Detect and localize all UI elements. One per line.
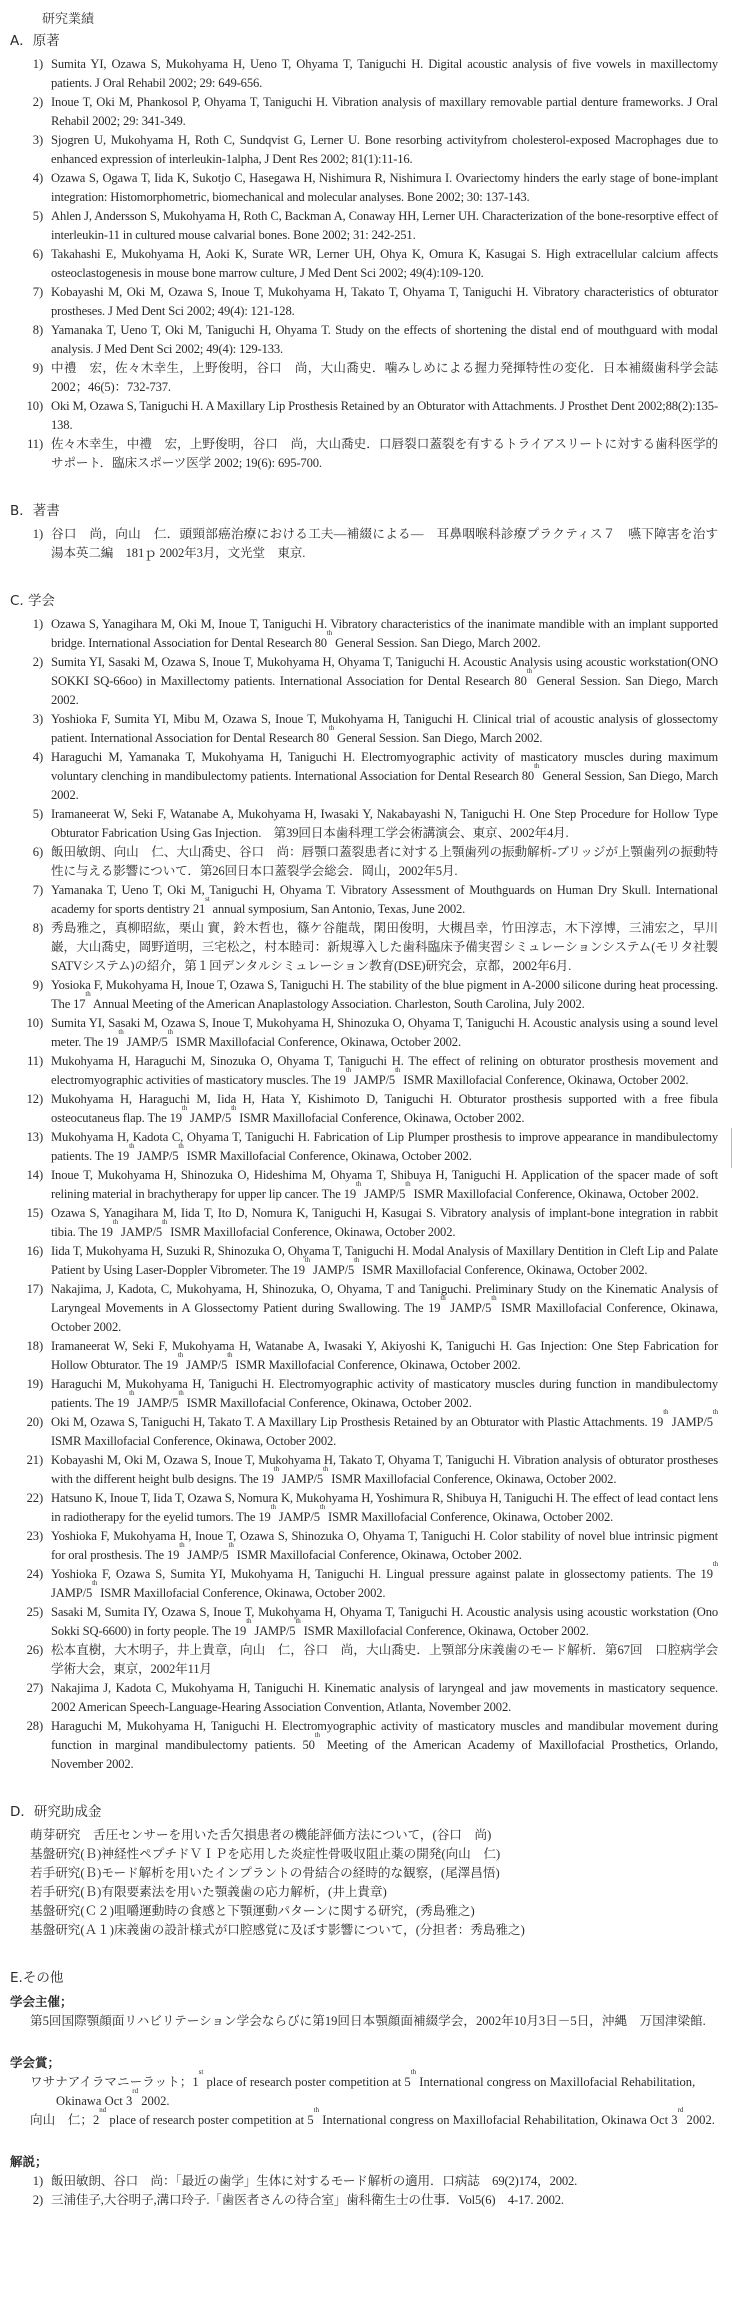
reference-list xyxy=(14,525,731,563)
reference-item xyxy=(14,397,718,435)
reference-text: Yoshioka F, Mukohyama H, Inoue T, Ozawa S, Shinozuka O, Ohyama T, Taniguchi H. Color stability of novel blue intrinsic pigment for oral prosthesis. The 19th JAMP/5th ISMR Maxillofacial Conference, Okinawa, October 2002. xyxy=(51,1529,718,1562)
reference-item xyxy=(14,435,718,473)
reference-number: 2) xyxy=(32,2193,43,2207)
reference-item xyxy=(14,1242,718,1280)
reference-number: 26) xyxy=(26,1643,43,1657)
reference-text: 三浦佳子,大谷明子,溝口玲子.「歯医者さんの待合室」歯科衛生士の仕事．Vol5(6) 4-17. 2002. xyxy=(51,2193,564,2207)
reference-item xyxy=(14,1603,718,1641)
reference-text: 谷口 尚，向山 仁．頭頸部癌治療における工夫―補綴による― 耳鼻咽喉科診療プラクティス７ 嚥下障害を治す 湯本英二編 181ｐ 2002年3月，文光堂 東京. xyxy=(51,527,731,560)
ordinal-superscript: th xyxy=(129,1389,135,1397)
ordinal-superscript: th xyxy=(246,1617,252,1625)
section-heading: B．著書 xyxy=(10,503,60,519)
reference-number: 1) xyxy=(32,617,43,631)
section-heading: E.その他 xyxy=(10,1970,64,1986)
section-books xyxy=(10,499,731,563)
reference-number: 23) xyxy=(26,1529,43,1543)
reference-text: Mukohyama H, Haraguchi M, Iida H, Hata Y, Kishimoto D, Taniguchi H. Obturator prosthesis supported with a free fibula osteocutaneus flap. The 19th JAMP/5th ISMR Maxillofacial Conference, Okinawa, October 2002. xyxy=(51,1092,718,1125)
reference-item xyxy=(14,1717,718,1774)
ordinal-superscript: th xyxy=(534,762,540,770)
reference-number: 2) xyxy=(32,655,43,669)
ordinal-superscript: th xyxy=(112,1218,118,1226)
section-research-grants xyxy=(10,1800,718,1940)
reference-item xyxy=(14,321,718,359)
reference-item xyxy=(14,1408,719,1451)
reference-number: 18) xyxy=(26,1339,43,1353)
section-original-papers xyxy=(10,29,718,473)
hosting-label: 学会主催； xyxy=(10,1994,73,2009)
ordinal-superscript: th xyxy=(227,1351,233,1359)
award-item: 向山 仁；2nd place of research poster competition at 5th International congress on Maxillofacial Rehabilitation, Okinawa Oct 3rd 2002. xyxy=(30,2106,715,2127)
reference-number: 24) xyxy=(26,1567,43,1581)
reference-text: Inoue T, Oki M, Phankosol P, Ohyama T, Taniguchi H. Vibration analysis of maxillary removable partial denture frameworks. J Oral Rehabil 2002; 29: 341-349. xyxy=(51,95,718,128)
ordinal-superscript: st xyxy=(198,2068,204,2076)
section-heading: D．研究助成金 xyxy=(10,1804,102,1820)
reference-number: 7) xyxy=(32,883,43,897)
reference-text: Yoshioka F, Sumita YI, Mibu M, Ozawa S, Inoue T, Mukohyama H, Taniguchi H. Clinical trial of acoustic analysis of glossectomy patient. International Association for Dental Research 80th General Session. San Diego, March 2002. xyxy=(51,712,718,745)
reference-text: Iida T, Mukohyama H, Suzuki R, Shinozuka O, Ohyama T, Taniguchi H. Modal Analysis of Maxillary Dentition in Cleft Lip and Palate Patient by Using Laser-Doppler Vibrometer. The 19th JAMP/5th ISMR Maxillofacial Conference, Okinawa, October 2002. xyxy=(51,1244,718,1277)
ordinal-superscript: th xyxy=(273,1465,279,1473)
reference-list xyxy=(14,55,718,473)
reference-item xyxy=(14,207,718,245)
section-heading: C. 学会 xyxy=(10,593,56,609)
reference-text: Sasaki M, Sumita IY, Ozawa S, Inoue T, Mukohyama H, Ohyama T, Taniguchi H. Acoustic analysis using acoustic workstation (Ono Sokki SQ-6600) in forty people. The 19th JAMP/5th ISMR Maxillofacial Conference, Okinawa, October 2002. xyxy=(51,1605,718,1638)
reference-number: 21) xyxy=(26,1453,43,1467)
ordinal-superscript: th xyxy=(228,1541,234,1549)
reference-number: 15) xyxy=(26,1206,43,1220)
reference-text: Yosioka F, Mukohyama H, Inoue T, Ozawa S, Taniguchi H. The stability of the blue pigment in A-2000 silicone during heat processing. The 17th Annual Meeting of the American Anaplastology Association. Charleston, South Carolina, July 2002. xyxy=(51,978,718,1011)
reference-text: Sumita YI, Sasaki M, Ozawa S, Inoue T, Mukohyama H, Ohyama T, Taniguchi H. Acoustic Analysis using acoustic workstation(ONO SOKKI SQ-66oo) in Maxillectomy patients. International Association for Dental Research 80th General Session. San Diego, March 2002. xyxy=(51,655,718,707)
reference-item xyxy=(14,2172,718,2191)
commentary-list xyxy=(14,2172,718,2210)
ordinal-superscript: rd xyxy=(677,2106,684,2114)
reference-number: 10) xyxy=(26,1016,43,1030)
reference-text: Yoshioka F, Ozawa S, Sumita YI, Mukohyama H, Taniguchi H. Lingual pressure against palate in glossectomy patients. The 19th JAMP/5th ISMR Maxillofacial Conference, Okinawa, October 2002. xyxy=(51,1560,718,1600)
reference-text: Haraguchi M, Yamanaka T, Mukohyama H, Taniguchi H. Electromyographic activity of masticatory muscles during maximum voluntary clenching in mandibulectomy patients. International Association for Dental Research 80th General Session, San Diego, March 2002. xyxy=(51,750,718,802)
reference-text: Kobayashi M, Oki M, Ozawa S, Inoue T, Mukohyama H, Takato T, Ohyama T, Taniguchi H. Vibration analysis of obturator prostheses with the different height bulb designs. The 19th JAMP/5th ISMR Maxillofacial Conference, Okinawa, October 2002. xyxy=(51,1453,718,1486)
reference-item xyxy=(14,169,718,207)
reference-item xyxy=(14,1527,718,1565)
ordinal-superscript: th xyxy=(328,724,335,732)
ordinal-superscript: th xyxy=(162,1218,168,1226)
ordinal-superscript: rd xyxy=(132,2087,139,2095)
reference-item xyxy=(14,245,718,283)
reference-item xyxy=(14,1489,718,1527)
reference-number: 6) xyxy=(32,247,43,261)
grant-item: 若手研究(Ｂ)モード解析を用いたインプラントの骨結合の経時的な観察，(尾澤昌悟) xyxy=(30,1866,500,1880)
reference-text: Kobayashi M, Oki M, Ozawa S, Inoue T, Mukohyama H, Takato T, Ohyama T, Taniguchi H. Vibratory characteristics of obturator prostheses. J Med Dent Sci 2002; 49(4): 121-128. xyxy=(51,285,718,318)
ordinal-superscript: th xyxy=(129,1142,135,1150)
reference-item xyxy=(14,359,718,397)
ordinal-superscript: th xyxy=(410,2068,417,2076)
reference-text: Oki M, Ozawa S, Taniguchi H, Takato T. A Maxillary Lip Prosthesis Retained by an Obturator with Plastic Attachments. 19th JAMP/5th ISMR Maxillofacial Conference, Okinawa, October 2002. xyxy=(51,1408,719,1448)
reference-number: 1) xyxy=(32,527,43,541)
reference-text: Ozawa S, Ogawa T, Iida K, Sukotjo C, Hasegawa H, Nishimura R, Nishimura I. Ovariectomy hinders the early stage of bone-implant integration: Histomorphometric, biomechanical and molecular analyses. Bone 2002; 30: 137-143. xyxy=(51,171,718,204)
reference-item xyxy=(14,1451,718,1489)
hosting-text: 第5回国際顎顔面リハビリテーション学会ならびに第19回日本顎顔面補綴学会，2002年10月3日－5日，沖縄 万国津梁館. xyxy=(30,2014,706,2028)
scan-artifact xyxy=(731,1128,732,1168)
reference-number: 28) xyxy=(26,1719,43,1733)
reference-item xyxy=(14,2191,718,2210)
reference-item xyxy=(14,1090,718,1128)
reference-item xyxy=(14,1204,718,1242)
ordinal-superscript: th xyxy=(319,1503,326,1511)
reference-number: 20) xyxy=(26,1415,43,1429)
reference-text: Ozawa S, Yanagihara M, Iida T, Ito D, Nomura K, Taniguchi H, Kasugai S. Vibratory analysis of implant-bone integration in rabbit tibia. The 19th JAMP/5th ISMR Maxillofacial Conference, Okinawa, October 2002. xyxy=(51,1206,718,1239)
reference-number: 1) xyxy=(32,2174,43,2188)
ordinal-superscript: th xyxy=(179,1541,185,1549)
reference-number: 7) xyxy=(32,285,43,299)
reference-number: 14) xyxy=(26,1168,43,1182)
reference-item xyxy=(14,615,718,653)
reference-item xyxy=(14,710,718,748)
grant-item: 萌芽研究 舌圧センサーを用いた舌欠損患者の機能評価方法について，(谷口 尚) xyxy=(30,1828,492,1842)
ordinal-superscript: th xyxy=(356,1180,362,1188)
reference-number: 1) xyxy=(32,57,43,71)
reference-number: 17) xyxy=(26,1282,43,1296)
reference-number: 9) xyxy=(32,361,43,375)
reference-text: 中禮 宏，佐々木幸生，上野俊明，谷口 尚，大山喬史．噛みしめによる握力発揮特性の変化．日本補綴歯科学会誌 2002；46(5)：732-737. xyxy=(51,361,718,394)
reference-number: 9) xyxy=(32,978,43,992)
reference-text: 秀島雅之，真柳昭紘，栗山 實，鈴木哲也，篠ケ谷龍哉，閑田俊明，大槻昌幸，竹田淳志，木下淳博，三浦宏之，早川 巌，大山喬史，岡野道明，三宅松之，村本睦司：新規導入した歯科臨床予備実習シミュレーションシステム(モリタ社製SATVシステム)の紹介，第１回デンタルシミュレーション教育(DSE)研究会，京都，2002年6月. xyxy=(51,921,718,973)
grant-item: 基盤研究(Ａ１)床義歯の設計様式が口腔感覚に及ぼす影響について，(分担者：秀島雅之) xyxy=(30,1923,525,1937)
reference-text: Sjogren U, Mukohyama H, Roth C, Sundqvist G, Lerner U. Bone resorbing activityfrom cholesterol-exposed Macrophages due to enhanced expression of interleukin-1alpha, J Dent Res 2002; 81(1):11-16. xyxy=(51,133,718,166)
reference-item xyxy=(14,1337,718,1375)
reference-text: Yamanaka T, Ueno T, Oki M, Taniguchi H, Ohyama T. Vibratory Assessment of Mouthguards on Human Dry Skull. International academy for sports dentistry 21st annual symposium, San Antonio, Texas, June 2002. xyxy=(51,883,718,916)
reference-item xyxy=(14,653,718,710)
reference-item xyxy=(14,1641,718,1679)
ordinal-superscript: th xyxy=(313,2106,320,2114)
awards-label: 学会賞； xyxy=(10,2055,61,2070)
reference-text: Iramaneerat W, Seki F, Watanabe A, Mukohyama H, Iwasaki Y, Nakabayashi N, Taniguchi H. One Step Procedure for Hollow Type Obturator Fabrication Using Gas Injection. 第39回日本歯科理工学会術講演会、東京、2002年4月. xyxy=(51,807,718,840)
ordinal-superscript: nd xyxy=(99,2106,107,2114)
reference-number: 4) xyxy=(32,171,43,185)
ordinal-superscript: th xyxy=(178,1142,184,1150)
reference-number: 4) xyxy=(32,750,43,764)
reference-number: 8) xyxy=(32,323,43,337)
ordinal-superscript: th xyxy=(92,1579,98,1587)
reference-number: 5) xyxy=(32,807,43,821)
reference-number: 22) xyxy=(26,1491,43,1505)
reference-text: 飯田敏朗、向山 仁、大山喬史、谷口 尚：唇顎口蓋裂患者に対する上顎歯列の振動解析-ブリッジが上顎歯列の振動特性に与える影響について．第26回日本口蓋裂学会総会．岡山，2002年5月. xyxy=(51,845,718,878)
reference-item xyxy=(14,93,718,131)
reference-item xyxy=(14,843,718,881)
ordinal-superscript: th xyxy=(85,990,91,998)
award-list xyxy=(14,2068,718,2130)
reference-item xyxy=(14,919,718,976)
reference-number: 5) xyxy=(32,209,43,223)
reference-text: Oki M, Ozawa S, Taniguchi H. A Maxillary Lip Prosthesis Retained by an Obturator with Attachments. J Prosthet Dent 2002;88(2):135-138. xyxy=(51,399,718,432)
ordinal-superscript: th xyxy=(405,1180,411,1188)
grant-item: 基盤研究(Ｂ)神経性ペプチドＶＩＰを応用した炎症性骨吸収阻止薬の開発(向山 仁) xyxy=(30,1847,501,1861)
grant-item: 若手研究(Ｂ)有限要素法を用いた顎義歯の応力解析，(井上貴章) xyxy=(30,1885,387,1899)
reference-text: Nakajima, J, Kadota, C, Mukohyama, H, Shinozuka, O, Ohyama, T and Taniguchi. Preliminary Study on the Kinematic Analysis of Laryngeal Movements in A Glossectomy Patient during Swallowing. The 19th JAMP/5th ISMR Maxillofacial Conference, Okinawa, October 2002. xyxy=(51,1282,718,1334)
reference-list xyxy=(14,615,718,1774)
document-title: 研究業績 xyxy=(42,12,95,27)
reference-text: Haraguchi M, Mukohyama H, Taniguchi H. Electromyographic activity of masticatory muscles and mandibular movement during function in marginal mandibulectomy patients. 50th Meeting of the American Academy of Maxillofacial Prosthetics, Orlando, November 2002. xyxy=(51,1719,718,1771)
ordinal-superscript: th xyxy=(181,1104,188,1112)
reference-item xyxy=(14,283,718,321)
ordinal-superscript: th xyxy=(314,1731,320,1739)
ordinal-superscript: th xyxy=(345,1066,351,1074)
reference-text: Yamanaka T, Ueno T, Oki M, Taniguchi H, Ohyama T. Study on the effects of shortening the distal end of mouthguard with modal analysis. J Med Dent Sci 2002; 49(4): 129-133. xyxy=(51,323,718,356)
section-conferences xyxy=(10,589,719,1774)
reference-text: Takahashi E, Mukohyama H, Aoki K, Surate WR, Lerner UH, Ohya K, Omura K, Kasugai S. High extracellular calcium affects osteoclastogenesis in mouse bone marrow culture, J Med Dent Sci 2002; 49(4):109-120. xyxy=(51,247,718,280)
section-heading: A．原著 xyxy=(10,33,60,49)
reference-number: 3) xyxy=(32,133,43,147)
reference-text: 松本直樹，大木明子，井上貴章，向山 仁，谷口 尚，大山喬史．上顎部分床義歯のモード解析．第67回 口腔病学会学術大会，東京，2002年11月 xyxy=(51,1643,718,1676)
reference-item xyxy=(14,748,718,805)
reference-item xyxy=(14,1128,718,1166)
ordinal-superscript: st xyxy=(205,895,210,903)
ordinal-superscript: th xyxy=(178,1351,184,1359)
reference-text: Inoue T, Mukohyama H, Shinozuka O, Hideshima M, Ohyama T, Shibuya H, Taniguchi H. Application of the spacer made of soft relining material in brachytherapy for upper lip cancer. The 19th JAMP/5th ISMR Maxillofacial Conference, Okinawa, October 2002. xyxy=(51,1168,718,1201)
reference-number: 25) xyxy=(26,1605,43,1619)
reference-text: Haraguchi M, Mukohyama H, Taniguchi H. Electromyographic activity of masticatory muscles during function in mandibulectomy patients. The 19th JAMP/5th ISMR Maxillofacial Conference, Okinawa, October 2002. xyxy=(51,1377,718,1410)
award-item: ワサナアイラマニーラット；1st place of research poster competition at 5th International congress on Maxillofacial Rehabilitation, Okinawa Oct 3rd 2002. xyxy=(30,2068,696,2108)
reference-number: 6) xyxy=(32,845,43,859)
reference-text: Sumita YI, Sasaki M, Ozawa S, Inoue T, Mukohyama H, Shinozuka O, Ohyama T, Taniguchi H. Acoustic analysis using a sound level meter. The 19th JAMP/5th ISMR Maxillofacial Conference, Okinawa, October 2002. xyxy=(51,1016,718,1049)
ordinal-superscript: th xyxy=(167,1028,173,1036)
reference-text: Ahlen J, Andersson S, Mukohyama H, Roth C, Backman A, Conaway HH, Lerner UH. Characterization of the bone-resorptive effect of interleukin-11 in cultured mouse calvarial bones. Bone 2002; 31: 242-251. xyxy=(51,209,718,242)
reference-item xyxy=(14,1375,718,1413)
reference-item xyxy=(14,525,731,563)
reference-item xyxy=(14,1560,718,1603)
reference-item xyxy=(14,1014,718,1052)
reference-number: 27) xyxy=(26,1681,43,1695)
reference-item xyxy=(14,55,718,93)
ordinal-superscript: th xyxy=(526,667,532,675)
ordinal-superscript: th xyxy=(354,1256,360,1264)
reference-text: Mukohyama H, Kadota C, Ohyama T, Taniguchi H. Fabrication of Lip Plumper prosthesis to improve appearance in mandibulectomy patients. The 19th JAMP/5th ISMR Maxillofacial Conference, Okinawa, October 2002. xyxy=(51,1130,718,1163)
ordinal-superscript: th xyxy=(178,1389,184,1397)
ordinal-superscript: th xyxy=(440,1294,446,1302)
grant-item: 基盤研究(Ｃ２)咀嚼運動時の食感と下顎運動パターンに関する研究，(秀島雅之) xyxy=(30,1904,475,1918)
ordinal-superscript: th xyxy=(663,1408,669,1416)
reference-number: 12) xyxy=(26,1092,43,1106)
grant-list xyxy=(30,1826,718,1940)
reference-number: 13) xyxy=(26,1130,43,1144)
reference-item xyxy=(14,1679,718,1717)
ordinal-superscript: th xyxy=(712,1560,718,1568)
reference-number: 16) xyxy=(26,1244,43,1258)
reference-text: 佐々木幸生，中禮 宏，上野俊明，谷口 尚，大山喬史．口唇裂口蓋裂を有するトライアスリートに対する歯科医学的サポート．臨床スポーツ医学 2002; 19(6): 695-700. xyxy=(51,437,718,470)
ordinal-superscript: th xyxy=(118,1028,124,1036)
reference-text: 飯田敏朗、谷口 尚：「最近の歯学」生体に対するモード解析の適用．口病誌 69(2)174，2002. xyxy=(51,2174,578,2188)
reference-number: 2) xyxy=(32,95,43,109)
ordinal-superscript: th xyxy=(295,1617,301,1625)
reference-item xyxy=(14,881,718,919)
ordinal-superscript: th xyxy=(491,1294,497,1302)
section-other xyxy=(10,1966,718,2210)
ordinal-superscript: th xyxy=(326,629,333,637)
reference-item xyxy=(14,976,718,1014)
reference-item xyxy=(14,805,718,843)
ordinal-superscript: th xyxy=(304,1256,310,1264)
reference-number: 10) xyxy=(26,399,43,413)
reference-number: 11) xyxy=(27,437,43,451)
commentary-label: 解説； xyxy=(10,2154,48,2169)
reference-number: 3) xyxy=(32,712,43,726)
reference-text: Sumita YI, Ozawa S, Mukohyama H, Ueno T, Ohyama T, Taniguchi H. Digital acoustic analysis of five vowels in maxillectomy patients. J Oral Rehabil 2002; 29: 649-656. xyxy=(51,57,718,90)
reference-item xyxy=(14,1280,718,1337)
ordinal-superscript: th xyxy=(395,1066,401,1074)
reference-text: Mukohyama H, Haraguchi M, Sinozuka O, Ohyama T, Taniguchi H. The effect of relining on obturator prosthesis movement and electromyographic activities of masticatory muscles. The 19th JAMP/5th ISMR Maxillofacial Conference, Okinawa, October 2002. xyxy=(51,1054,718,1087)
reference-text: Nakajima J, Kadota C, Mukohyama H, Taniguchi H. Kinematic analysis of laryngeal and jaw movements in masticatory sequence. 2002 American Speech-Language-Hearing Association Convention, Atlanta, November 2002. xyxy=(51,1681,718,1714)
reference-number: 8) xyxy=(32,921,43,935)
ordinal-superscript: th xyxy=(323,1465,329,1473)
reference-text: Iramaneerat W, Seki F, Mukohyama H, Watanabe A, Iwasaki Y, Akiyoshi K, Taniguchi H. Gas Injection: One Step Fabrication for Hollow Obturator. The 19th JAMP/5th ISMR Maxillofacial Conference, Okinawa, October 2002. xyxy=(51,1339,718,1372)
reference-number: 19) xyxy=(26,1377,43,1391)
reference-number: 11) xyxy=(27,1054,43,1068)
ordinal-superscript: th xyxy=(712,1408,719,1416)
reference-item xyxy=(14,1166,718,1204)
ordinal-superscript: th xyxy=(270,1503,276,1511)
reference-text: Ozawa S, Yanagihara M, Oki M, Inoue T, Taniguchi H. Vibratory characteristics of the inanimate mandible with an implant supported bridge. International Association for Dental Research 80th General Session. San Diego, March 2002. xyxy=(51,617,718,650)
ordinal-superscript: th xyxy=(231,1104,237,1112)
reference-text: Hatsuno K, Inoue T, Iida T, Ozawa S, Nomura K, Mukohyama H, Yoshimura R, Shibuya H, Taniguchi H. The effect of lead contact lens in radiotherapy for the eyelid tumors. The 19th JAMP/5th ISMR Maxillofacial Conference, Okinawa, October 2002. xyxy=(51,1491,718,1524)
reference-item xyxy=(14,131,718,169)
reference-item xyxy=(14,1052,718,1090)
